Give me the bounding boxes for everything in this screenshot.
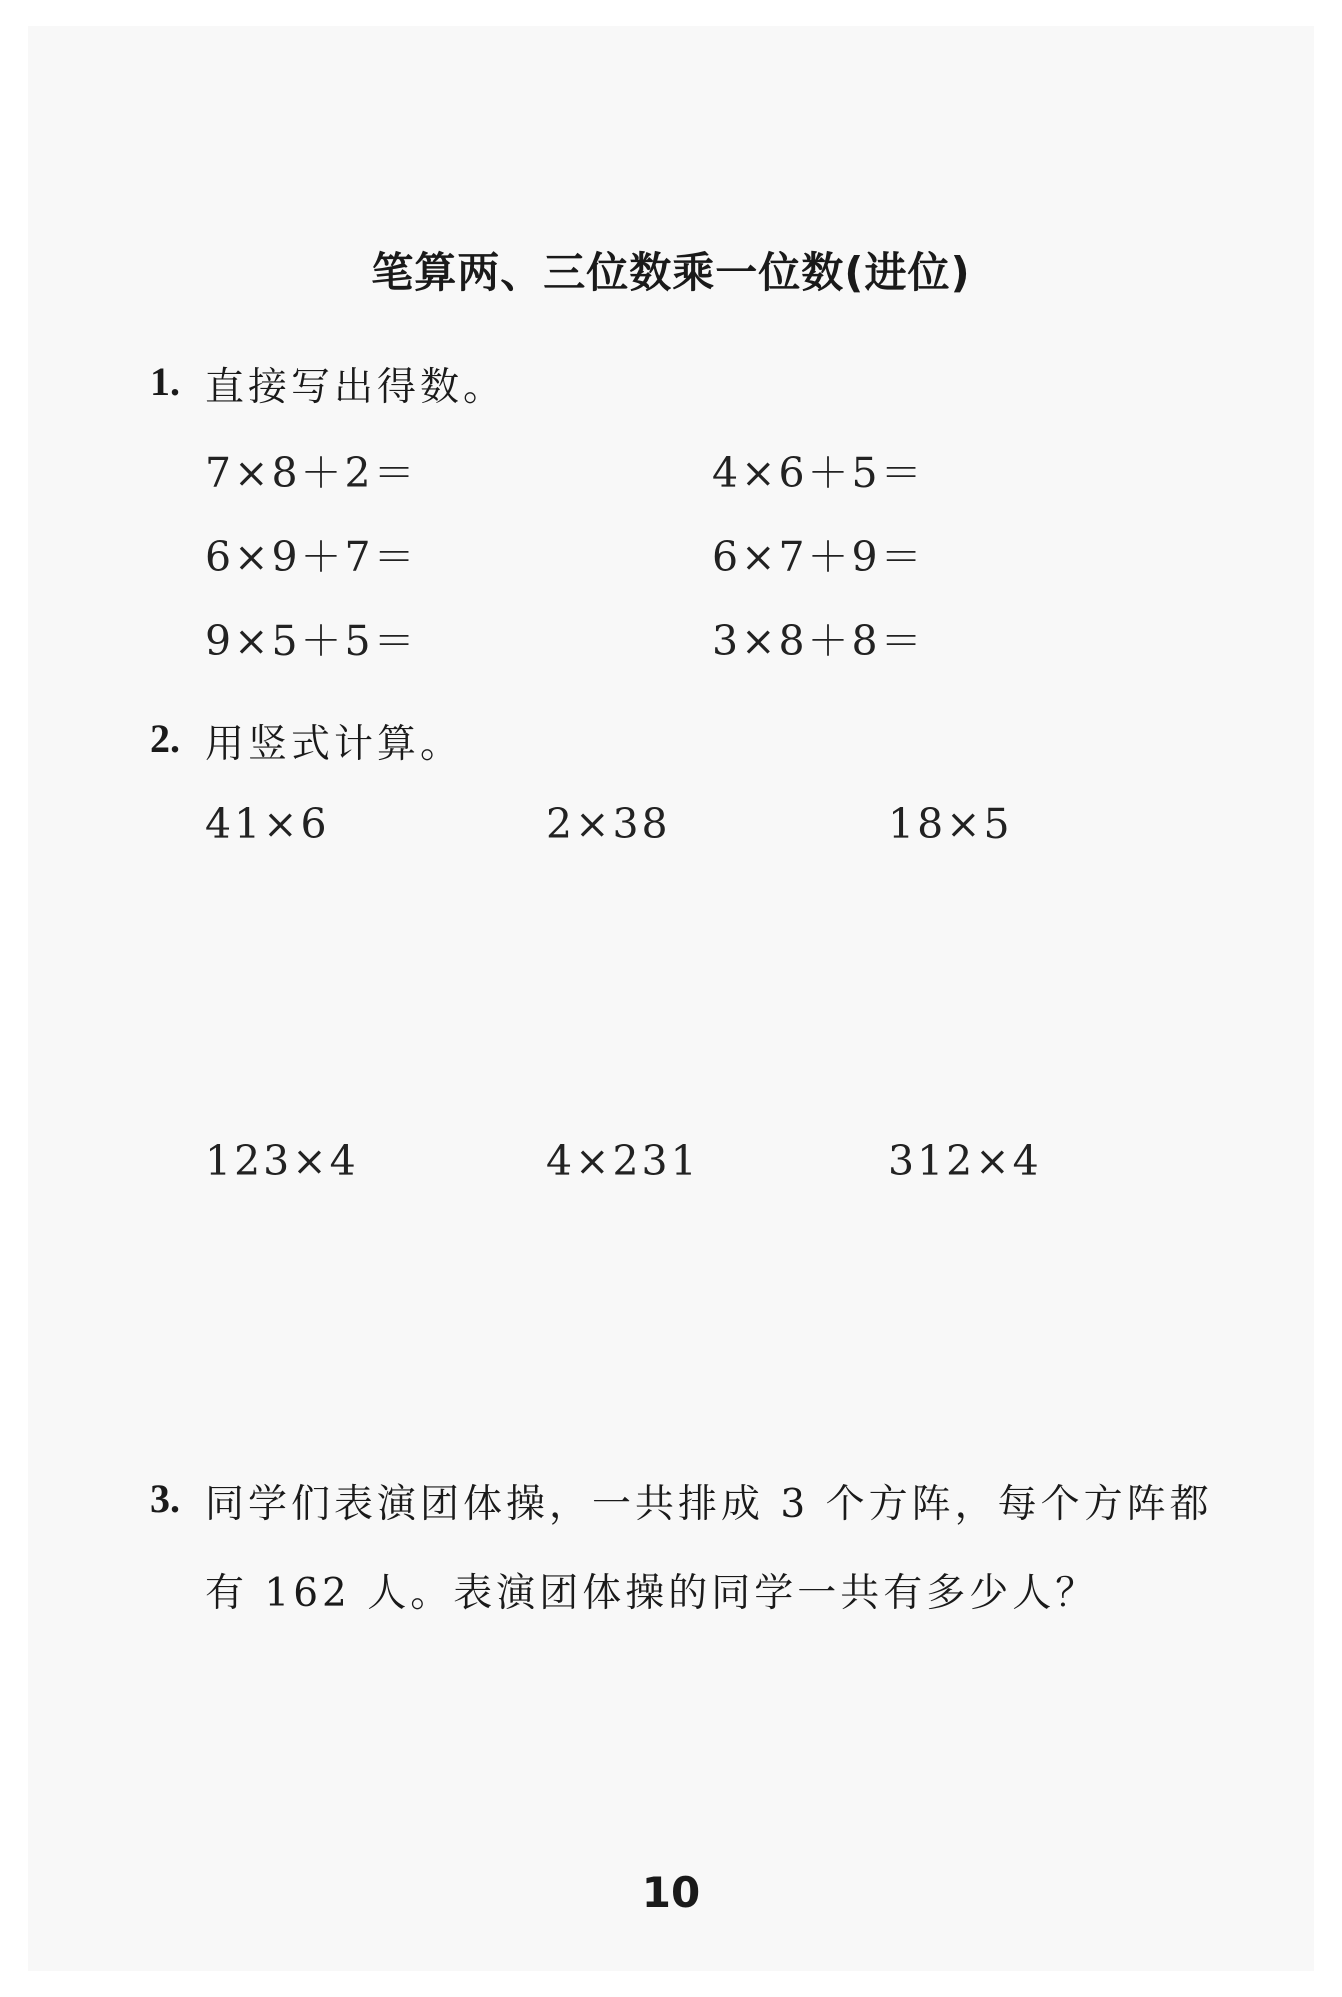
question-1-number: 1. — [150, 359, 180, 404]
q1-item-5: 9×5＋5＝ — [205, 617, 418, 665]
question-2-text: 用竖式计算。 — [205, 722, 464, 767]
page-title: 笔算两、三位数乘一位数(进位) — [371, 248, 971, 297]
question-3-number: 3. — [150, 1476, 180, 1521]
worksheet-page — [28, 26, 1314, 1971]
q2-item-3: 18×5 — [888, 800, 1013, 848]
q2-item-1: 41×6 — [205, 800, 330, 848]
q1-item-3: 6×9＋7＝ — [205, 533, 418, 581]
q1-item-2: 4×6＋5＝ — [712, 449, 925, 497]
question-3-line-2: 有 162 人。表演团体操的同学一共有多少人？ — [205, 1571, 1099, 1616]
q2-item-5: 4×231 — [546, 1137, 700, 1185]
q1-item-6: 3×8＋8＝ — [712, 617, 925, 665]
q1-item-1: 7×8＋2＝ — [205, 449, 418, 497]
q2-item-2: 2×38 — [546, 800, 671, 848]
question-1-text: 直接写出得数。 — [205, 365, 507, 410]
q1-item-4: 6×7＋9＝ — [712, 533, 925, 581]
question-2-number: 2. — [150, 716, 180, 761]
q2-item-6: 312×4 — [888, 1137, 1042, 1185]
page-number: 10 — [641, 1868, 701, 1917]
q2-item-4: 123×4 — [205, 1137, 359, 1185]
question-3-line-1: 同学们表演团体操，一共排成 3 个方阵，每个方阵都 — [205, 1482, 1213, 1527]
